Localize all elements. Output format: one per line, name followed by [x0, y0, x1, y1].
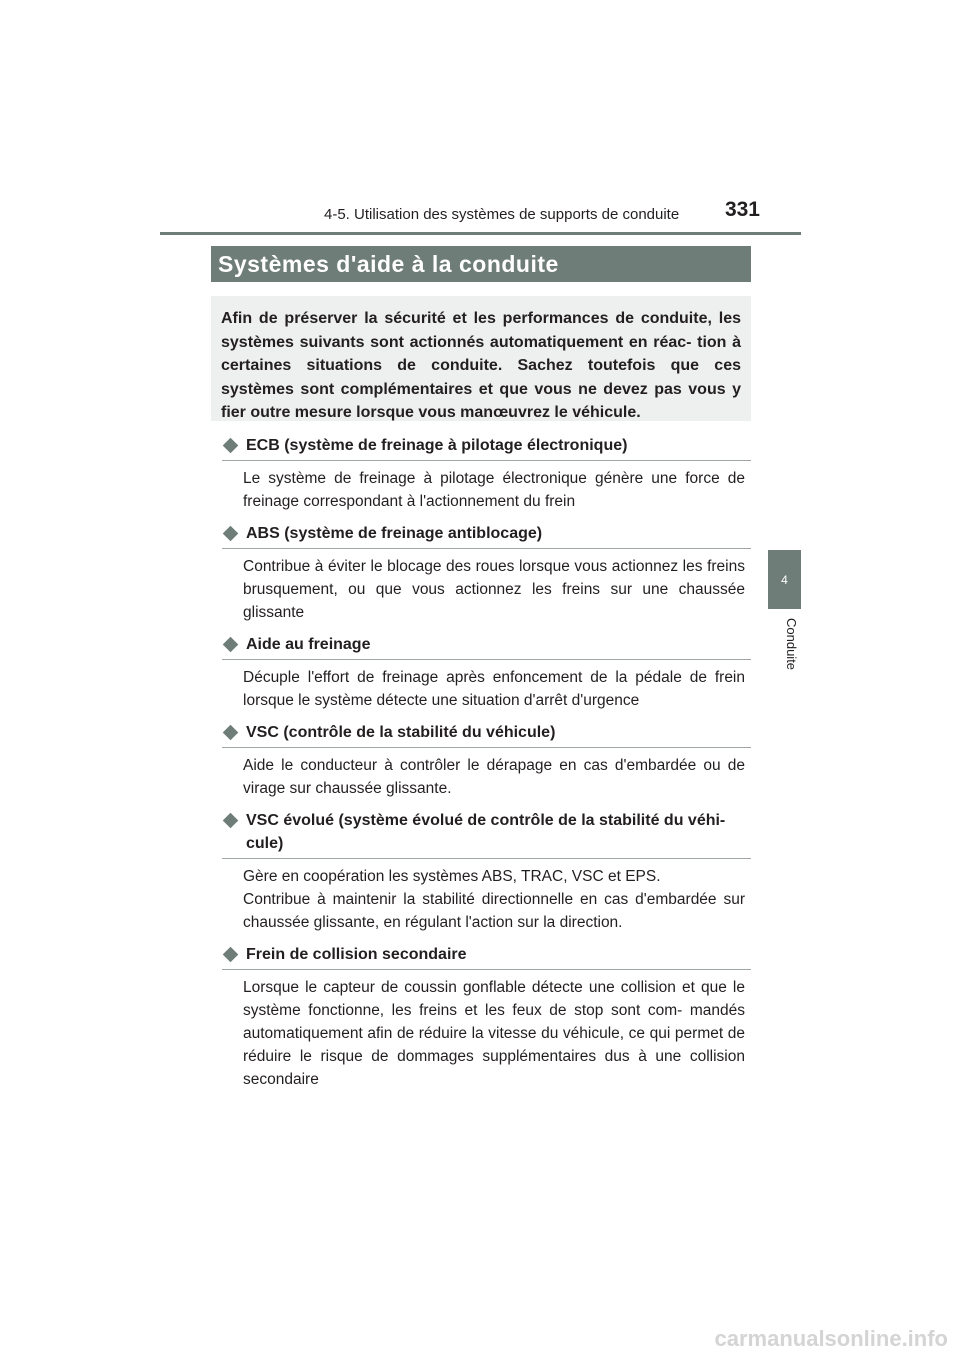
chapter-label: Conduite — [784, 618, 799, 671]
section-ecb — [222, 434, 751, 513]
section-body — [243, 976, 745, 1091]
section-body — [243, 555, 745, 624]
intro-box — [211, 296, 751, 421]
page-number: 331 — [724, 198, 760, 221]
section-enhanced-vsc — [222, 809, 751, 934]
chapter-number: 4 — [781, 572, 788, 587]
section-paragraph: Le système de freinage à pilotage électronique génère une force de freinage correspondant à l'actionnement du frein — [243, 470, 745, 510]
diamond-bullet-icon — [223, 947, 239, 963]
section-paragraph: Lorsque le capteur de coussin gonflable détecte une collision et que le système fonctionne, les freins et les feux de stop sont com- mandés automatiquement afin de réduire la vitesse du véhicule, ce qui permet de réduire le risque de dommages supplémentaires dus à une collision secondaire — [243, 979, 745, 1088]
section-heading — [222, 721, 751, 748]
section-paragraph: Décuple l'effort de freinage après enfoncement de la pédale de frein lorsque le système détecte une situation d'arrêt d'urgence — [243, 669, 745, 709]
section-heading — [222, 522, 751, 549]
section-paragraph: Gère en coopération les systèmes ABS, TRAC, VSC et EPS. — [243, 868, 661, 885]
section-secondary-collision-brake — [222, 943, 751, 1091]
diamond-bullet-icon — [223, 526, 239, 542]
section-body — [243, 754, 745, 800]
diamond-bullet-icon — [223, 813, 239, 829]
section-paragraph: Contribue à maintenir la stabilité directionnelle en cas d'embardée sur chaussée glissante, en régulant l'action sur la direction. — [243, 891, 745, 931]
section-paragraph: Aide le conducteur à contrôler le dérapage en cas d'embardée ou de virage sur chaussée glissante. — [243, 757, 745, 797]
section-heading-text: Frein de collision secondaire — [246, 946, 467, 963]
section-heading-text: ABS (système de freinage antiblocage) — [246, 525, 543, 542]
chapter-tab — [768, 550, 801, 609]
content-sections — [222, 434, 751, 1100]
section-heading — [222, 943, 751, 970]
section-paragraph: Contribue à éviter le blocage des roues lorsque vous actionnez les freins brusquement, ou que vous actionnez les freins sur une chaussée glissante — [243, 558, 745, 621]
watermark: carmanualsonline.info — [714, 1326, 948, 1351]
section-body — [243, 666, 745, 712]
section-heading — [222, 633, 751, 660]
section-body — [243, 865, 745, 934]
header-divider — [160, 232, 801, 235]
section-heading-text: VSC (contrôle de la stabilité du véhicule) — [246, 724, 556, 741]
section-abs — [222, 522, 751, 624]
diamond-bullet-icon — [223, 637, 239, 653]
intro-text: Afin de préserver la sécurité et les performances de conduite, les systèmes suivants sont actionnés automatiquement en réac- tion à certaines situations de conduite. Sachez toutefois que ces systèmes sont complémentaires et que vous ne devez pas vous y fier outre mesure lorsque vous manœuvrez le véhicule. — [221, 310, 741, 421]
section-heading-text: Aide au freinage — [246, 636, 371, 653]
diamond-bullet-icon — [223, 438, 239, 454]
header-section-title: 4-5. Utilisation des systèmes de supports de conduite — [324, 206, 680, 223]
section-brake-assist — [222, 633, 751, 712]
section-body — [243, 467, 745, 513]
section-heading — [222, 434, 751, 461]
section-vsc — [222, 721, 751, 800]
section-heading-text: ECB (système de freinage à pilotage électronique) — [246, 437, 628, 454]
section-heading-text: VSC évolué (système évolué de contrôle de la stabilité du véhi- cule) — [246, 812, 726, 852]
section-heading — [222, 809, 751, 859]
diamond-bullet-icon — [223, 725, 239, 741]
page-title: Systèmes d'aide à la conduite — [211, 246, 751, 282]
